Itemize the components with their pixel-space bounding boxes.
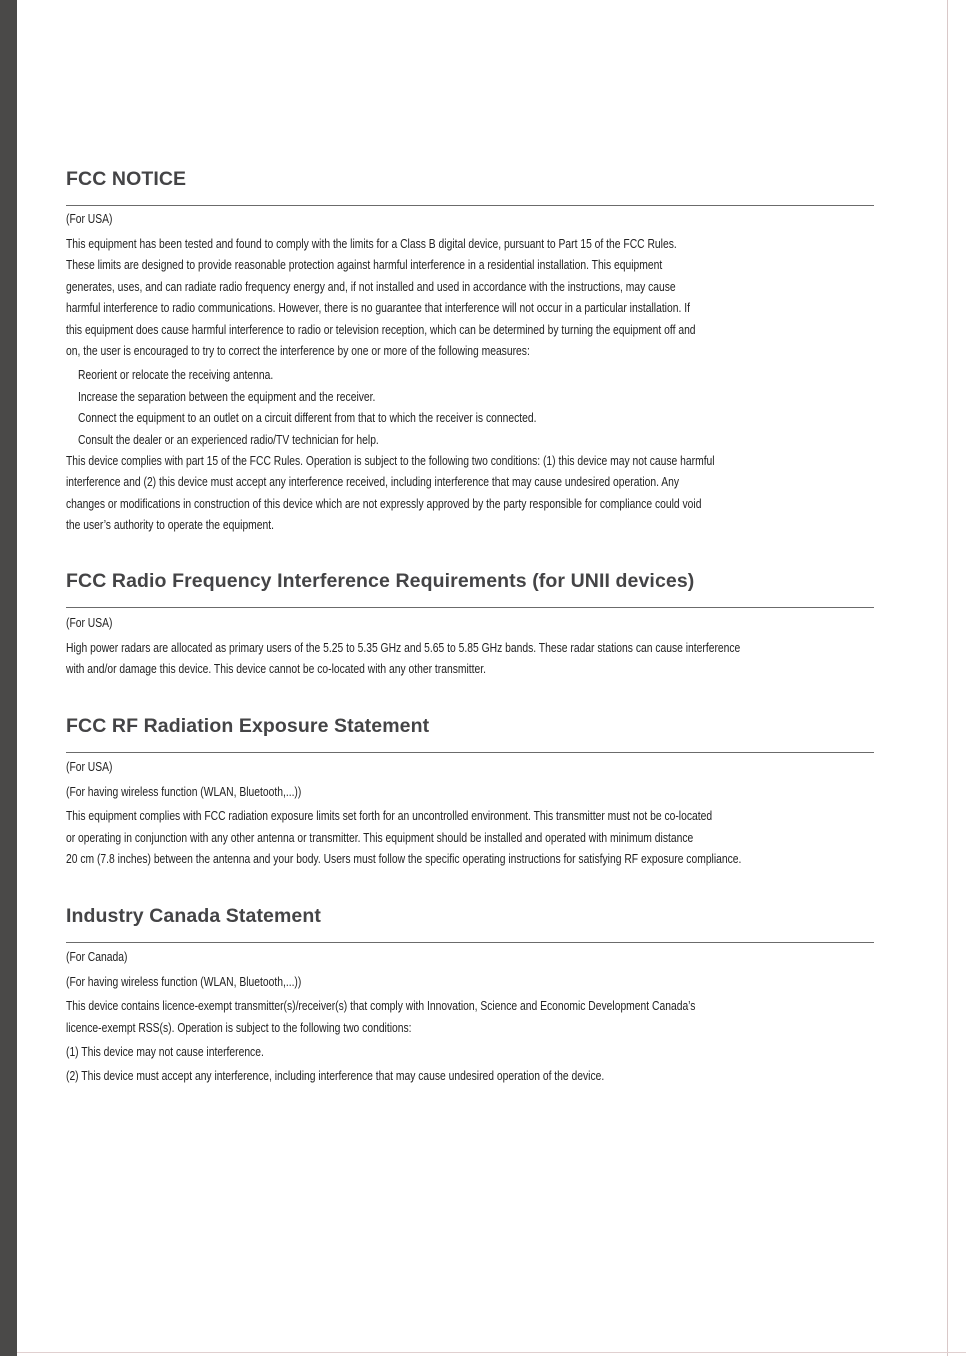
paragraph-line: harmful interference to radio communications. However, there is no guarantee that interference will not occur in a particular installation. If [66,301,690,315]
paragraph-line: This device complies with part 15 of the FCC Rules. Operation is subject to the following two conditions: (1) this device may not cause harmful [66,454,715,468]
paragraph-line: These limits are designed to provide reasonable protection against harmful interference in a residential installation. This equipment [66,258,663,272]
paragraph-line: changes or modifications in construction of this device which are not expressly approved by the party responsible for compliance could void [66,497,702,511]
section-title: FCC Radio Frequency Interference Requirements (for UNII devices) [66,570,695,592]
measure-item: Connect the equipment to an outlet on a circuit different from that to which the receiver is connected. [78,411,537,425]
paragraph-line: 20 cm (7.8 inches) between the antenna and your body. Users must follow the specific operating instructions for satisfying RF exposure compliance. [66,852,742,866]
paragraph-line: the user’s authority to operate the equipment. [66,518,275,532]
paragraph-line: or operating in conjunction with any other antenna or transmitter. This equipment should be installed and operated with minimum distance [66,831,694,845]
condition-label: (For having wireless function (WLAN, Bluetooth,...)) [66,975,302,989]
paragraph-line: This equipment complies with FCC radiation exposure limits set forth for an uncontrolled environment. This transmitter must not be co-located [66,809,713,823]
region-label: (For Canada) [66,950,128,964]
page-right-edge [947,0,948,1356]
paragraph-line: interference and (2) this device must accept any interference received, including interference that may cause undesired operation. Any [66,475,680,489]
paragraph-line: licence-exempt RSS(s). Operation is subject to the following two conditions: [66,1021,412,1035]
region-label: (For USA) [66,212,113,226]
condition-label: (For having wireless function (WLAN, Bluetooth,...)) [66,785,302,799]
section-divider [66,607,874,608]
region-label: (For USA) [66,760,113,774]
section-divider [66,942,874,943]
paragraph-line: High power radars are allocated as primary users of the 5.25 to 5.35 GHz and 5.65 to 5.85 GHz bands. These radar stations can cause interference [66,641,741,655]
section-title: FCC RF Radiation Exposure Statement [66,715,430,737]
page-bottom-edge [17,1352,966,1353]
section-title: FCC NOTICE [66,168,187,190]
measure-item: Consult the dealer or an experienced radio/TV technician for help. [78,433,379,447]
page-edge-bar [0,0,17,1356]
paragraph-line: with and/or damage this device. This device cannot be co-located with any other transmitter. [66,662,486,676]
paragraph-line: this equipment does cause harmful interference to radio or television reception, which can be determined by turning the equipment off and [66,323,696,337]
condition-item: (2) This device must accept any interference, including interference that may cause undesired operation of the device. [66,1069,605,1083]
region-label: (For USA) [66,616,113,630]
paragraph-line: This equipment has been tested and found to comply with the limits for a Class B digital device, pursuant to Part 15 of the FCC Rules. [66,237,677,251]
paragraph-line: on, the user is encouraged to try to correct the interference by one or more of the following measures: [66,344,530,358]
paragraph-line: generates, uses, and can radiate radio frequency energy and, if not installed and used in accordance with the instructions, may cause [66,280,676,294]
measure-item: Increase the separation between the equipment and the receiver. [78,390,376,404]
section-title: Industry Canada Statement [66,905,321,927]
section-divider [66,752,874,753]
condition-item: (1) This device may not cause interference. [66,1045,264,1059]
measure-item: Reorient or relocate the receiving antenna. [78,368,274,382]
paragraph-line: This device contains licence-exempt transmitter(s)/receiver(s) that comply with Innovation, Science and Economic Development Canada’s [66,999,696,1013]
section-divider [66,205,874,206]
